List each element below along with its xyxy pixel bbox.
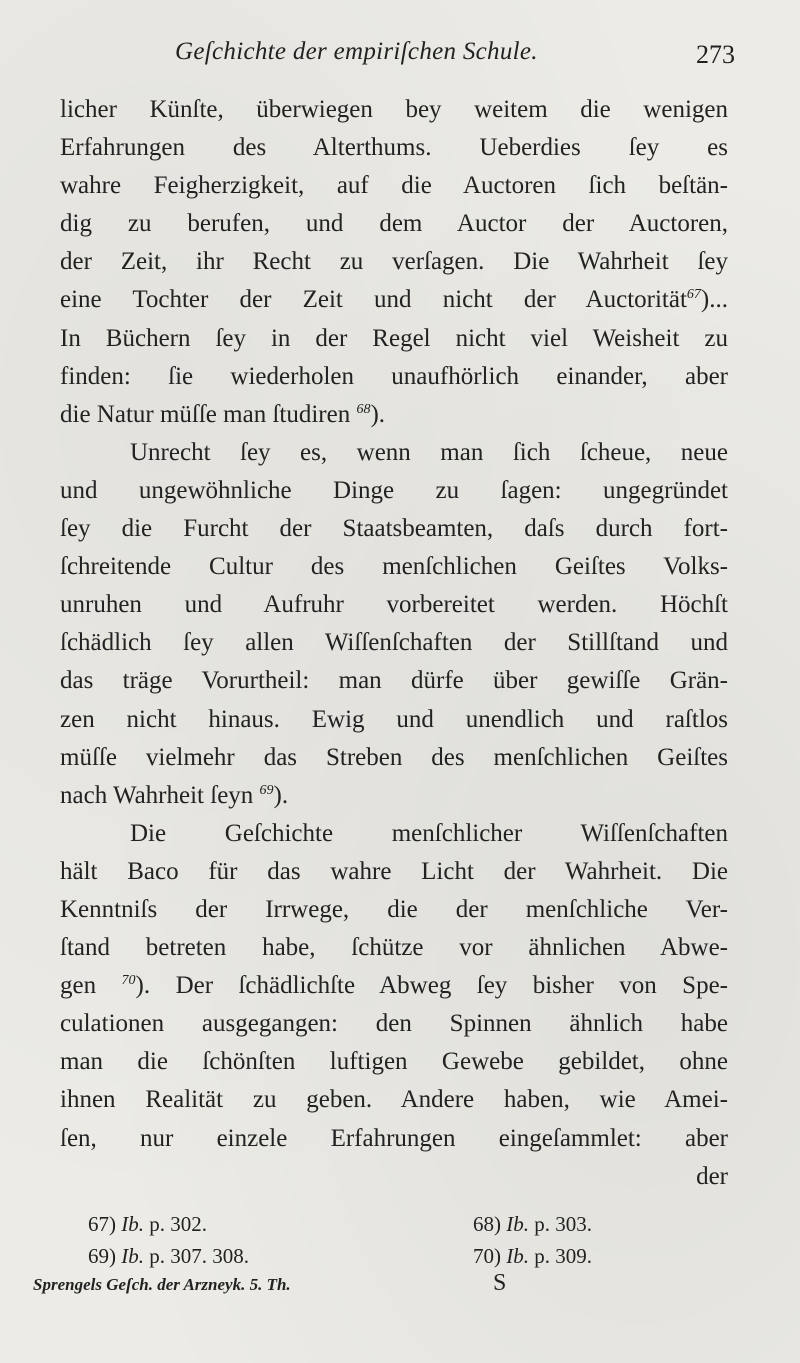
- footnotes: [88, 1212, 688, 1276]
- text-line: Erfahrungen des Alterthums. Ueberdies ſey es: [60, 134, 728, 162]
- running-header: [175, 38, 735, 78]
- footnote-69: 69) Ib. p. 307. 308.: [88, 1244, 249, 1268]
- text-line: das träge Vorurtheil: man dürfe über gewiſſe Grän-: [60, 667, 728, 695]
- text-line: ſey die Furcht der Staatsbeamten, daſs durch fort-: [60, 515, 728, 543]
- text-line: müſſe vielmehr das Streben des menſchlichen Geiſtes: [60, 743, 728, 771]
- text-line: Die Geſchichte menſchlicher Wiſſenſchaften: [130, 819, 728, 847]
- text-line: unruhen und Aufruhr vorbereitet werden. Höchſt: [60, 591, 728, 619]
- note-ref-69: 69: [259, 782, 274, 798]
- footnote-70: 70) Ib. p. 309.: [473, 1244, 592, 1268]
- text-line: ſchädlich ſey allen Wiſſenſchaften der Stillſtand und: [60, 629, 728, 657]
- note-ref-67: 67: [686, 287, 701, 303]
- text-line: die Natur müſſe man ſtudiren $^{68}$).: [60, 400, 386, 428]
- text-line: ſen, nur einzele Erfahrungen eingeſammlet: aber: [60, 1124, 728, 1152]
- page-number: 273: [696, 40, 735, 69]
- text-line: der Zeit, ihr Recht zu verſagen. Die Wahrheit ſey: [60, 248, 728, 276]
- note-ref-68: 68: [356, 401, 371, 417]
- text-line: nach Wahrheit ſeyn $^{69}$).: [60, 781, 289, 809]
- running-title: Geſchichte der empiriſchen Schule.: [175, 38, 538, 65]
- text-line: wahre Feigherzigkeit, auf die Auctoren ſich beſtän-: [60, 172, 728, 200]
- text-line: dig zu berufen, und dem Auctor der Auctoren,: [60, 210, 728, 238]
- note-ref-70: 70: [121, 973, 136, 989]
- text-line: culationen ausgegangen: den Spinnen ähnlich habe: [60, 1010, 728, 1038]
- text-line: ihnen Realität zu geben. Andere haben, wie Amei-: [60, 1086, 728, 1114]
- printer-signature-line: Sprengels Geſch. der Arzneyk. 5. Th.: [33, 1275, 291, 1294]
- text-line: hält Baco für das wahre Licht der Wahrheit. Die: [60, 857, 728, 885]
- text-line: In Büchern ſey in der Regel nicht viel Weisheit zu: [60, 324, 728, 352]
- text-line: und ungewöhnliche Dinge zu ſagen: ungegründet: [60, 476, 728, 504]
- catchword: der: [696, 1162, 728, 1190]
- footnote-67: 67) Ib. p. 302.: [88, 1212, 207, 1236]
- text-line: ſchreitende Cultur des menſchlichen Geiſtes Volks-: [60, 553, 728, 581]
- text-line: man die ſchönſten luftigen Gewebe gebildet, ohne: [60, 1048, 728, 1076]
- text-line: zen nicht hinaus. Ewig und unendlich und raſtlos: [60, 705, 728, 733]
- text-line: ſtand betreten habe, ſchütze vor ähnlichen Abwe-: [60, 934, 728, 962]
- text-line: Unrecht ſey es, wenn man ſich ſcheue, neue: [130, 438, 728, 466]
- text-line: Kenntniſs der Irrwege, die der menſchliche Ver-: [60, 895, 728, 923]
- text-line: licher Künſte, überwiegen bey weitem die wenigen: [60, 96, 728, 123]
- footnote-68: 68) Ib. p. 303.: [473, 1212, 592, 1236]
- body-text: [60, 91, 728, 1196]
- signature-mark: S: [493, 1270, 507, 1296]
- text-line: finden: ſie wiederholen unaufhörlich einander, aber: [60, 362, 728, 390]
- text-line: gen $^{70}$). Der ſchädlichſte Abweg ſey bisher von Spe-: [60, 972, 729, 1000]
- text-line: eine Tochter der Zeit und nicht der Auctorität$^{67}$)...: [60, 286, 728, 314]
